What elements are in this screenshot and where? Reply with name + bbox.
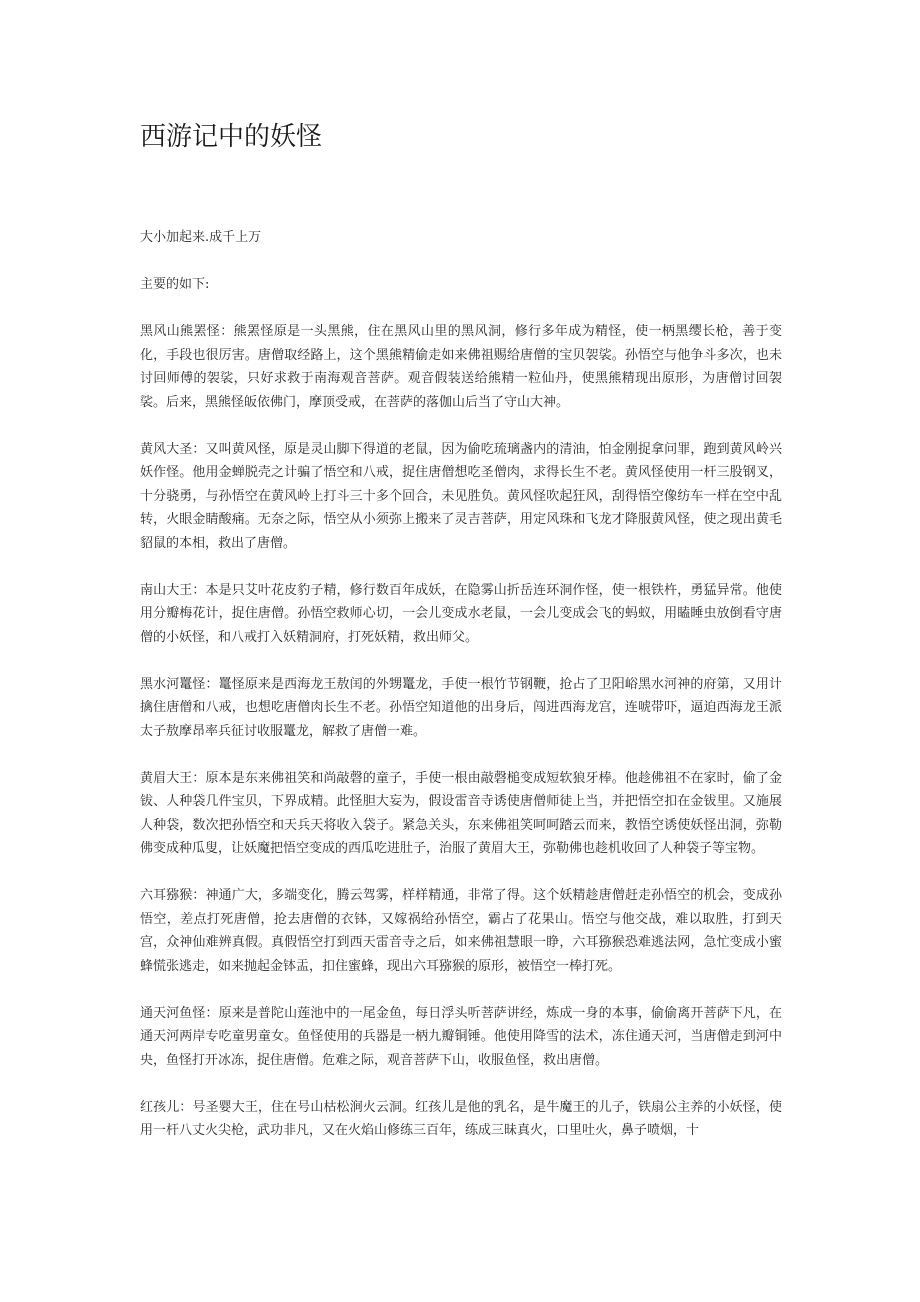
entry-paragraph-south-mountain: 南山大王：本是只艾叶花皮豹子精，修行数百年成妖，在隐雾山折岳连环洞作怪，使一根铁杵，勇猛异常。他使用分瓣梅花计，捉住唐僧。孙悟空救师心切，一会儿变成水老鼠，一会儿变成会飞的蚂蚁，用瞌睡虫放倒看守唐僧的小妖怪，和八戒打入妖精洞府，打死妖精，救出师父。: [140, 582, 782, 645]
entry-paragraph-yellow-wind: 黄风大圣：又叫黄风怪，原是灵山脚下得道的老鼠，因为偷吃琉璃盏内的清油，怕金刚捉拿问罪，跑到黄风岭兴妖作怪。他用金蝉脱壳之计骗了悟空和八戒，捉住唐僧想吃圣僧肉，求得长生不老。黄风怪使用一杆三股钢叉，十分骁勇，与孙悟空在黄风岭上打斗三十多个回合，未见胜负。黄风怪吹起狂风，刮得悟空像纺车一样在空中乱转，火眼金睛酸痛。无奈之际，悟空从小须弥上搬来了灵吉菩萨，用定风珠和飞龙才降服黄风怪，使之现出黄毛貂鼠的本相，救出了唐僧。: [140, 441, 782, 551]
entry-paragraph-black-river: 黑水河鼍怪：鼍怪原来是西海龙王敖闰的外甥鼍龙，手使一根竹节钢鞭，抢占了卫阳峪黑水河神的府第，又用计擒住唐僧和八戒，也想吃唐僧肉长生不老。孙悟空知道他的出身后，闯进西海龙宫，连唬带吓，逼迫西海龙王派太子敖摩昂率兵征讨收服鼍龙，解救了唐僧一难。: [140, 676, 782, 739]
entry-paragraph-red-boy: 红孩儿：号圣婴大王，住在号山枯松涧火云洞。红孩儿是他的乳名，是牛魔王的儿子，铁扇公主养的小妖怪，使用一杆八丈火尖枪，武功非凡，又在火焰山修练三百年，练成三昧真火，口里吐火，鼻子喷烟，十: [140, 1099, 782, 1138]
entry-paragraph-black-bear: 黑风山熊罴怪：熊罴怪原是一头黑熊，住在黑风山里的黑风洞，修行多年成为精怪，使一柄黑缨长枪，善于变化，手段也很厉害。唐僧取经路上，这个黑熊精偷走如来佛祖赐给唐僧的宝贝袈裟。孙悟空与他争斗多次，也未讨回师傅的袈裟，只好求救于南海观音菩萨。观音假装送给熊精一粒仙丹，使黑熊精现出原形，为唐僧讨回袈裟。后来，黑熊怪皈依佛门，摩顶受戒，在菩萨的落伽山后当了守山大神。: [140, 324, 782, 410]
entry-paragraph-tongtian-fish: 通天河鱼怪：原来是普陀山莲池中的一尾金鱼，每日浮头听菩萨讲经，炼成一身的本事，偷偷离开菩萨下凡，在通天河两岸专吃童男童女。鱼怪使用的兵器是一柄九瓣铜锤。他使用降雪的法术，冻住通天河，当唐僧走到河中央，鱼怪打开冰冻，捉住唐僧。危难之际，观音菩萨下山，收服鱼怪，救出唐僧。: [140, 1005, 782, 1068]
document-body: [140, 226, 782, 1143]
intro-paragraph: 大小加起来.成千上万: [140, 230, 262, 245]
document-title: 西游记中的妖怪: [140, 122, 323, 152]
entry-paragraph-six-ear-macaque: 六耳猕猴：神通广大，多端变化，腾云驾雾，样样精通，非常了得。这个妖精趁唐僧赶走孙悟空的机会，变成孙悟空，差点打死唐僧，抢去唐僧的衣钵，又嫁祸给孙悟空，霸占了花果山。悟空与他交战，难以取胜，打到天宫，众神仙难辨真假。真假悟空打到西天雷音寺之后，如来佛祖慧眼一睁，六耳猕猴恐难逃法网，急忙变成小蜜蜂慌张逃走，如来抛起金钵盂，扣住蜜蜂，现出六耳猕猴的原形，被悟空一棒打死。: [140, 888, 782, 974]
subheading-paragraph: 主要的如下:: [140, 277, 210, 292]
entry-paragraph-yellow-brow: 黄眉大王：原本是东来佛祖笑和尚敲磬的童子，手使一根由敲磬槌变成短软狼牙棒。他趁佛祖不在家时，偷了金钹、人种袋几件宝贝，下界成精。此怪胆大妄为，假设雷音寺诱使唐僧师徒上当，并把悟空扣在金钹里。又施展人种袋，数次把孙悟空和天兵天将收入袋子。紧急关头，东来佛祖笑呵呵踏云而来，教悟空诱使妖怪出洞，弥勒佛变成种瓜叟，让妖魔把悟空变成的西瓜吃进肚子，治服了黄眉大王，弥勒佛也趁机收回了人种袋子等宝物。: [140, 770, 782, 856]
